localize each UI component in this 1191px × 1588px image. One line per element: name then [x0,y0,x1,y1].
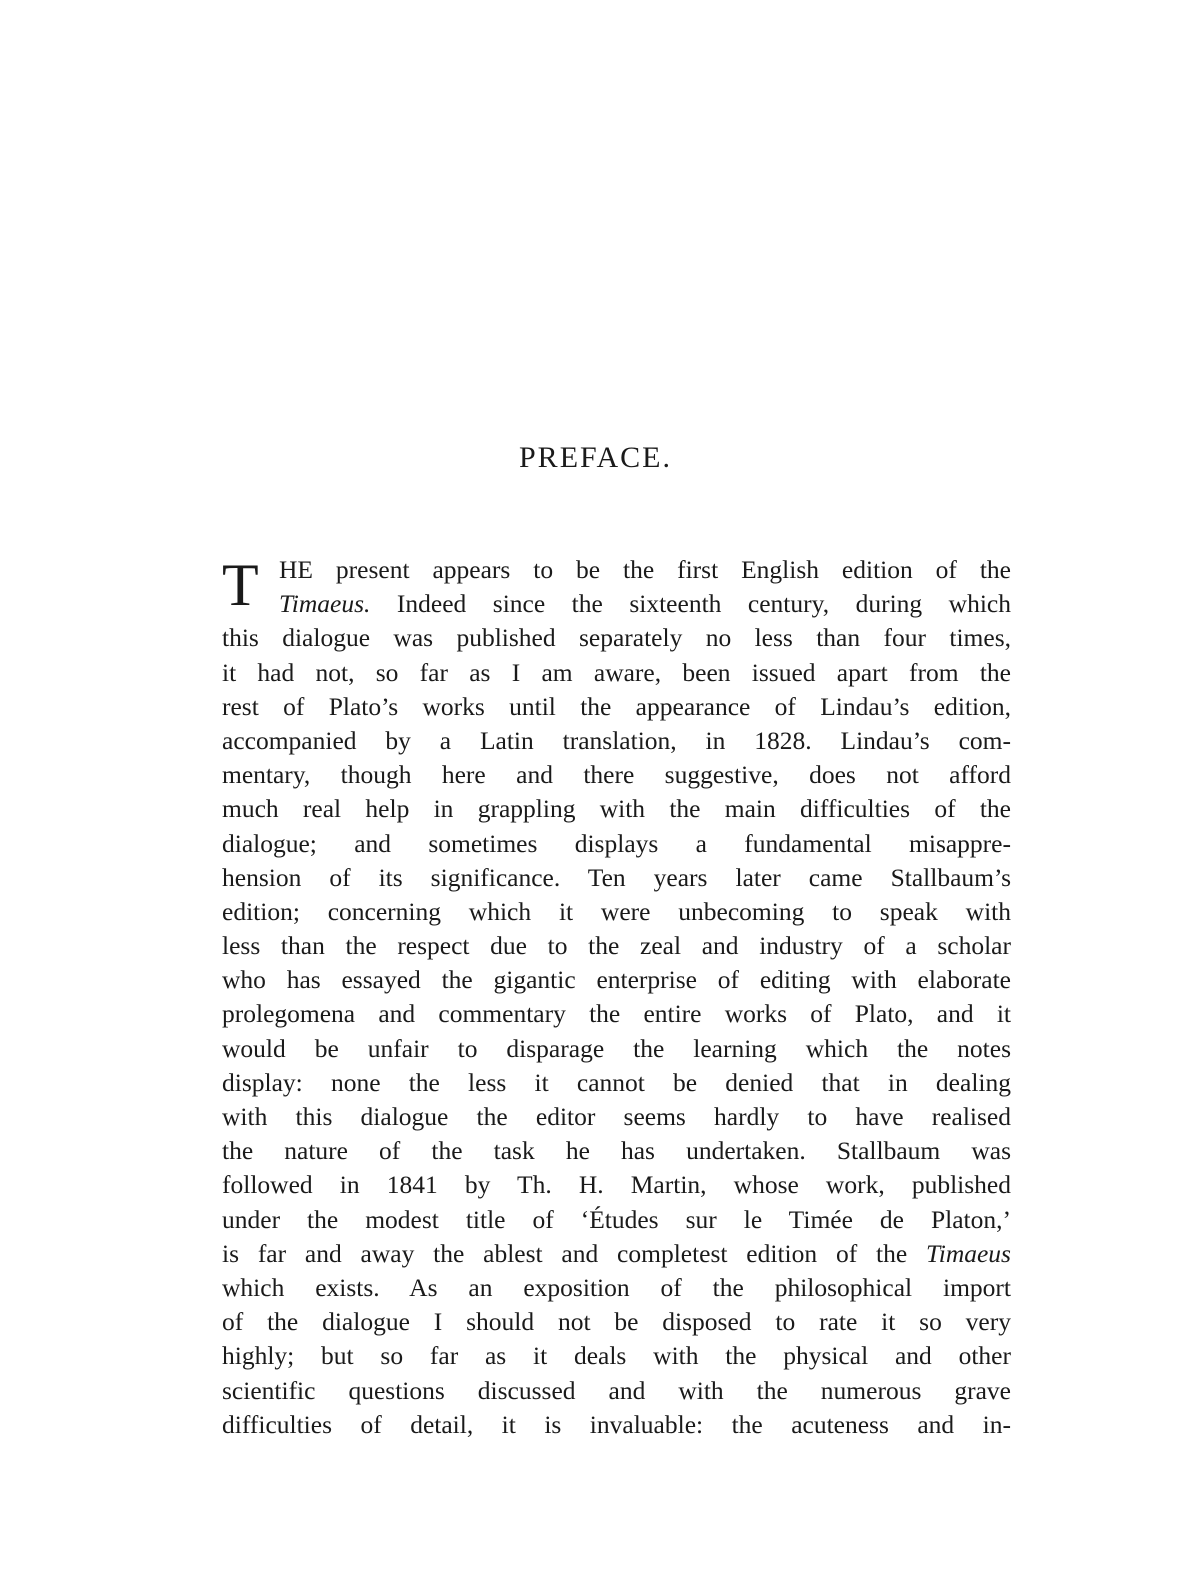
text-line: of the dialogue I should not be disposed to rate it so very [222,1307,1011,1337]
preface-body [222,553,1011,1442]
text-line: mentary, though here and there suggestive, does not afford [222,760,1011,790]
text-line: less than the respect due to the zeal and industry of a scholar [222,931,1011,961]
text-line: edition; concerning which it were unbecoming to speak with [222,896,1011,926]
opening-paragraph-start [222,553,1011,621]
text-line: the nature of the task he has undertaken. Stallbaum was [222,1136,1011,1166]
italic-title: Timaeus [925,1238,1011,1268]
text-line: scientific questions discussed and with the numerous grave [222,1375,1011,1405]
text-line: which exists. As an exposition of the philosophical import [222,1272,1011,1302]
text-line: under the modest title of ‘Études sur le Timée de Platon,’ [222,1204,1011,1234]
text-line: who has essayed the gigantic enterprise of editing with elaborate [222,965,1011,995]
text-line: would be unfair to disparage the learning which the notes [222,1033,1011,1063]
page-title: PREFACE. [519,441,672,474]
drop-cap: T [222,552,259,618]
text-line: this dialogue was published separately no less than four times, [222,623,1011,653]
text-line: Timaeus. Indeed since the sixteenth century, during which [279,589,1011,619]
text-line: with this dialogue the editor seems hardly to have realised [222,1102,1011,1131]
text-line: HE present appears to be the first English edition of the [279,555,1011,584]
text-line: prolegomena and commentary the entire works of Plato, and it [222,999,1011,1029]
text-line: display: none the less it cannot be denied that in dealing [222,1067,1011,1097]
text-line: accompanied by a Latin translation, in 1828. Lindau’s com- [222,725,1011,755]
text-line: rest of Plato’s works until the appearance of Lindau’s edition, [222,691,1011,721]
text-line: followed in 1841 by Th. H. Martin, whose work, published [222,1170,1011,1200]
text-line: dialogue; and sometimes displays a fundamental misappre- [222,828,1011,858]
text-line: difficulties of detail, it is invaluable: the acuteness and in- [222,1409,1011,1439]
text-line: it had not, so far as I am aware, been issued apart from the [222,657,1011,687]
italic-title: Timaeus. [279,589,371,619]
text-line: highly; but so far as it deals with the physical and other [222,1341,1011,1371]
text-line: hension of its significance. Ten years later came Stallbaum’s [222,862,1011,892]
text-line: is far and away the ablest and completest edition of the Timaeus [222,1238,1011,1268]
text-line: much real help in grappling with the main difficulties of the [222,794,1011,824]
